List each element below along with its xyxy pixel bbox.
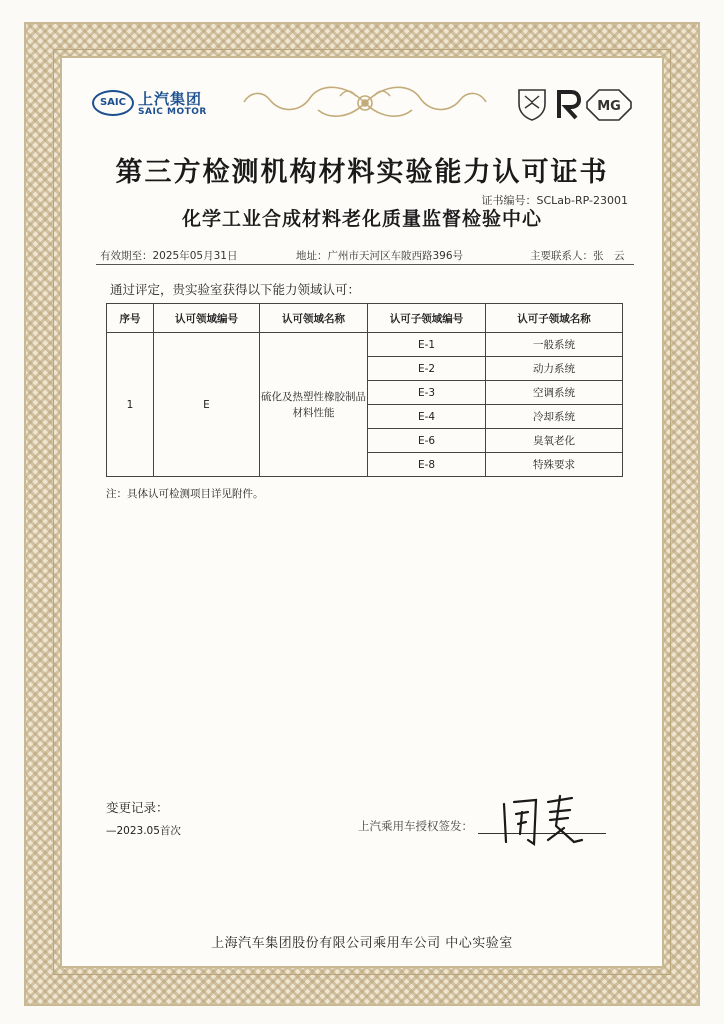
brand-logos-icon — [515, 86, 635, 122]
cell-seq: 1 — [107, 333, 154, 477]
table-row — [107, 333, 623, 357]
header-seq: 序号 — [107, 304, 154, 333]
certificate-title: 第三方检测机构材料实验能力认可证书 — [115, 157, 609, 188]
certificate-number: 证书编号：SCLab-RP-23001 — [481, 194, 628, 207]
divider — [96, 264, 634, 265]
cell-domain-name: 硫化及热塑性橡胶制品材料性能 — [260, 333, 368, 477]
table-note: 注：具体认可检测项目详见附件。 — [106, 488, 264, 500]
table-header-row — [107, 304, 623, 333]
change-record-item: —2023.05首次 — [106, 825, 181, 837]
handwritten-signature — [490, 790, 590, 850]
cell-subdomain-name: 一般系统 — [486, 333, 623, 357]
cell-subdomain-code: E-4 — [368, 405, 486, 429]
center-name: 化学工业合成材料老化质量监督检验中心 — [181, 208, 542, 230]
header-domain-name: 认可领域名称 — [260, 304, 368, 333]
header-subdomain-name: 认可子领域名称 — [486, 304, 623, 333]
cell-subdomain-name: 空调系统 — [486, 381, 623, 405]
cell-subdomain-code: E-2 — [368, 357, 486, 381]
mg-octagon-icon — [587, 90, 631, 120]
saic-badge: SAIC — [92, 90, 134, 116]
cell-subdomain-code: E-8 — [368, 453, 486, 477]
saic-logo — [92, 88, 222, 120]
change-record-title: 变更记录： — [106, 800, 169, 815]
accreditation-table — [106, 303, 623, 477]
cell-subdomain-code: E-1 — [368, 333, 486, 357]
cell-subdomain-name: 臭氧老化 — [486, 429, 623, 453]
header-subdomain-code: 认可子领域编号 — [368, 304, 486, 333]
contact-person: 主要联系人：张 云 — [530, 250, 625, 262]
cell-domain-code: E — [154, 333, 260, 477]
signature-label: 上汽乘用车授权签发： — [358, 819, 473, 833]
header-domain-code: 认可领域编号 — [154, 304, 260, 333]
r-brand-icon — [559, 92, 579, 118]
validity-date: 有效期至：2025年05月31日 — [100, 250, 238, 262]
saic-logo-en: SAIC MOTOR — [138, 107, 207, 117]
svg-text:MG: MG — [597, 99, 621, 114]
cell-subdomain-name: 特殊要求 — [486, 453, 623, 477]
cell-subdomain-name: 冷却系统 — [486, 405, 623, 429]
cell-subdomain-code: E-6 — [368, 429, 486, 453]
intro-text: 通过评定，贵实验室获得以下能力领域认可： — [110, 282, 361, 297]
saic-logo-cn: 上汽集团 — [138, 90, 203, 108]
ornament-icon — [240, 78, 490, 128]
issuer-footer: 上海汽车集团股份有限公司乘用车公司 中心实验室 — [211, 936, 513, 951]
cell-subdomain-name: 动力系统 — [486, 357, 623, 381]
cell-subdomain-code: E-3 — [368, 381, 486, 405]
address: 地址：广州市天河区车陂西路396号 — [296, 250, 464, 262]
roewe-shield-icon — [519, 90, 545, 120]
